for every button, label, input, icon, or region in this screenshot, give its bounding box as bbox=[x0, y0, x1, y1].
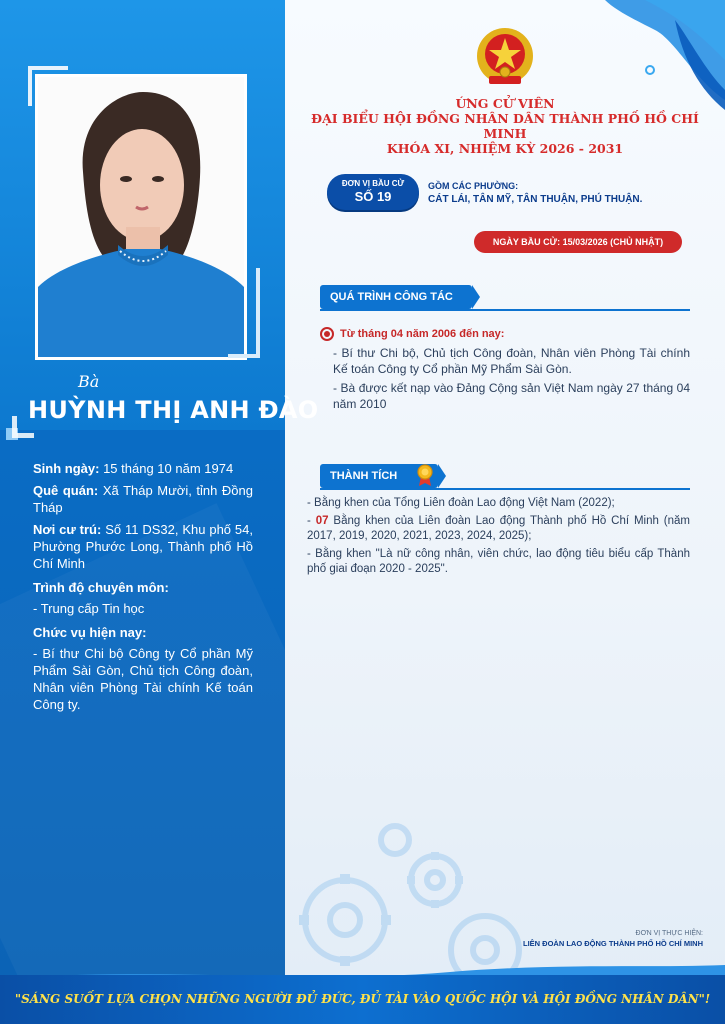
wards-label: GỒM CÁC PHƯỜNG: bbox=[428, 181, 519, 191]
birth-label: Sinh ngày: bbox=[33, 461, 100, 476]
work-period-label: Từ tháng 04 năm 2006 đến nay: bbox=[340, 328, 505, 340]
candidate-portrait bbox=[38, 77, 244, 357]
residence-value: Số 11 DS32, Khu phố 54, Phường Phước Long, Thành phố Hồ Chí Minh bbox=[33, 522, 253, 571]
executor-block bbox=[523, 930, 703, 948]
achievement-prefix: - bbox=[307, 514, 316, 527]
achievement-item: - Bằng khen "Là nữ công nhân, viên chức, lao động tiêu biểu cấp Thành phố giai đoạn 2020 - 2025". bbox=[307, 547, 690, 575]
hometown-row bbox=[33, 482, 253, 516]
national-emblem-icon bbox=[471, 24, 539, 92]
title-line-1: ỨNG CỬ VIÊN bbox=[455, 96, 555, 111]
candidate-photo-frame bbox=[35, 74, 247, 360]
work-items bbox=[333, 345, 690, 415]
slogan: "SÁNG SUỐT LỰA CHỌN NHỮNG NGƯỜI ĐỦ ĐỨC, ĐỦ TÀI VÀO QUỐC HỘI VÀ HỘI ĐỒNG NHÂN DÂN"! bbox=[14, 992, 711, 1006]
residence-label: Nơi cư trú: bbox=[33, 522, 102, 537]
achievement-text: Bằng khen của Liên đoàn Lao động Thành phố Hồ Chí Minh (năm 2017, 2019, 2020, 2021, 2023, 2024, 2025); bbox=[307, 514, 690, 542]
page-title bbox=[290, 96, 720, 156]
residence-row bbox=[33, 521, 253, 572]
achievement-count: 07 bbox=[315, 514, 329, 527]
title-line-3: KHÓA XI, NHIỆM KỲ 2026 - 2031 bbox=[386, 141, 624, 156]
wards-block bbox=[428, 180, 642, 206]
wards-list: CÁT LÁI, TÂN MỸ, TÂN THUẬN, PHÚ THUẬN. bbox=[428, 194, 643, 205]
target-bullet-icon bbox=[320, 327, 334, 341]
hometown-value: Xã Tháp Mười, tỉnh Đồng Tháp bbox=[33, 483, 254, 515]
education-label: Trình độ chuyên môn: bbox=[33, 580, 169, 595]
decorative-wave-top bbox=[565, 0, 725, 110]
election-unit-number: SỐ 19 bbox=[354, 189, 392, 204]
birth-row bbox=[33, 460, 253, 477]
achievements-list bbox=[307, 496, 690, 580]
birth-value: 15 tháng 10 năm 1974 bbox=[103, 461, 234, 476]
candidate-info bbox=[33, 460, 253, 718]
position-label: Chức vụ hiện nay: bbox=[33, 625, 147, 640]
candidate-name: HUỲNH THỊ ANH ĐÀO bbox=[28, 396, 319, 424]
executor-name: LIÊN ĐOÀN LAO ĐỘNG THÀNH PHỐ HỒ CHÍ MINH bbox=[523, 939, 703, 948]
position-value: - Bí thư Chi bộ Công ty Cổ phần Mỹ Phẩm Sài Gòn, Chủ tịch Công đoàn, Nhân viên Phòng Tài chính Kế toán Công ty. bbox=[33, 646, 253, 712]
education-value: - Trung cấp Tin học bbox=[33, 601, 145, 616]
work-item: - Bí thư Chi bộ, Chủ tịch Công đoàn, Nhân viên Phòng Tài chính Kế toán Công ty Cổ phần Mỹ Phẩm Sài Gòn. bbox=[333, 346, 690, 376]
achievement-item bbox=[307, 514, 690, 545]
gears-decoration-icon bbox=[285, 800, 585, 975]
work-section-header: QUÁ TRÌNH CÔNG TÁC bbox=[320, 285, 472, 309]
achievement-item: - Bằng khen của Tổng Liên đoàn Lao động Việt Nam (2022); bbox=[307, 497, 615, 509]
election-unit-label: ĐƠN VỊ BẦU CỬ bbox=[341, 179, 405, 188]
work-item: - Bà được kết nạp vào Đảng Cộng sản Việt Nam ngày 27 tháng 04 năm 2010 bbox=[333, 381, 690, 411]
hometown-label: Quê quán: bbox=[33, 483, 99, 498]
election-unit-badge bbox=[327, 174, 419, 210]
title-line-2: ĐẠI BIỂU HỘI ĐỒNG NHÂN DÂN THÀNH PHỐ HỒ CHÍ MINH bbox=[311, 111, 699, 141]
achievements-section-divider bbox=[320, 488, 690, 490]
candidate-honorific: Bà bbox=[78, 372, 100, 391]
work-period bbox=[320, 327, 504, 341]
election-date-badge: NGÀY BẦU CỬ: 15/03/2026 (CHỦ NHẬT) bbox=[474, 231, 682, 253]
work-section-divider bbox=[320, 309, 690, 311]
medal-icon bbox=[416, 464, 434, 486]
achievements-section-header: THÀNH TÍCH bbox=[320, 464, 438, 488]
executor-label: ĐƠN VỊ THỰC HIỆN: bbox=[635, 930, 703, 937]
photo-corner-accent-bottom bbox=[228, 268, 260, 358]
